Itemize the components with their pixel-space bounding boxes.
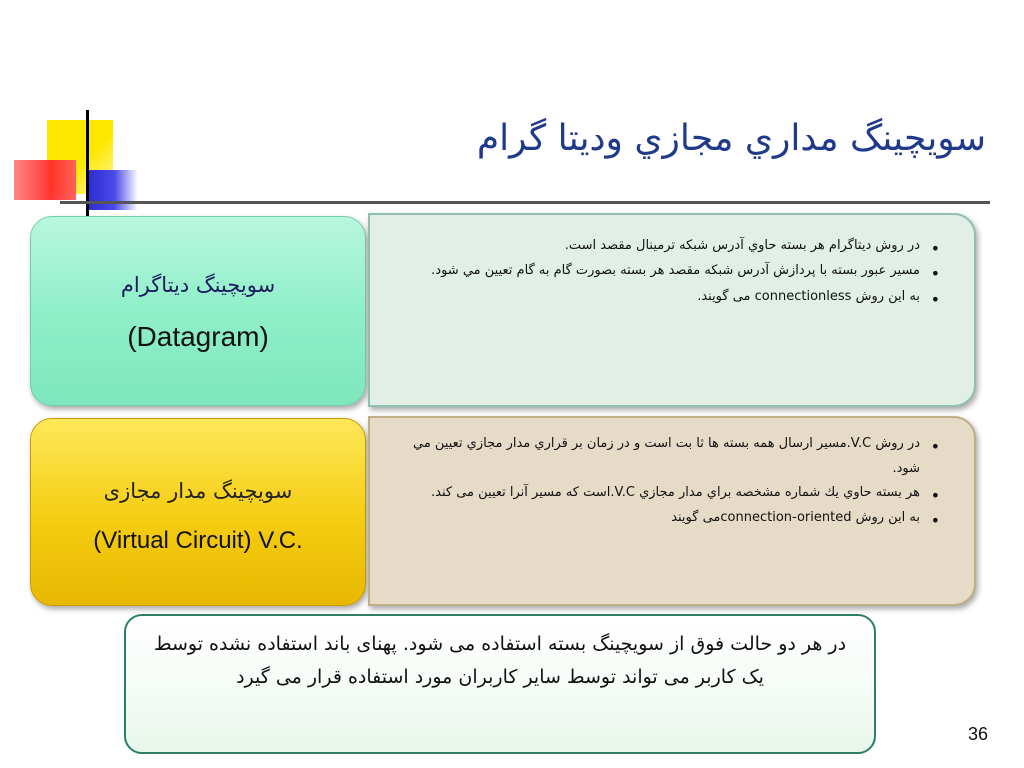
datagram-content-box xyxy=(368,213,976,407)
datagram-bullet-list xyxy=(392,233,940,309)
datagram-bullet: • در روش ديتاگرام هر بسته حاوي آدرس شبکه ترمينال مقصد است. xyxy=(392,233,926,258)
vc-label-box xyxy=(30,418,366,606)
summary-note: در هر دو حالت فوق از سويچينگ بسته استفاده می شود. پهنای باند استفاده نشده توسط یک کاربر می تواند توسط سایر کاربران مورد استفاده قرار می گیرد xyxy=(124,614,876,754)
vc-bullet: • در روش V.C.مسير ارسال همه بسته ها ثا بت است و در زمان بر قراري مدار مجازي تعيين مي شود. xyxy=(392,432,926,481)
vc-bullet-list xyxy=(392,432,940,531)
decor-blue-bar xyxy=(86,170,138,210)
vc-label-fa: سویچینگ مدار مجازی xyxy=(103,479,293,503)
datagram-label-fa: سویچینگ دیتاگرام xyxy=(120,273,276,297)
vc-bullet: • به این روش connection-orientedمی گویند xyxy=(392,506,926,531)
slide-title: سويچينگ مداري مجازي وديتا گرام xyxy=(476,118,986,159)
datagram-bullet: • مسير عبور بسته با پردازش آدرس شبکه مقصد هر بسته بصورت گام به گام تعيين مي شود. xyxy=(392,258,926,283)
decor-red-bar xyxy=(14,160,76,200)
vc-content-box xyxy=(368,416,976,606)
title-underline xyxy=(60,201,990,204)
datagram-label-box xyxy=(30,216,366,406)
vc-bullet: • هر بسته حاوي يك شماره مشخصه براي مدار مجازي V.C.است که مسیر آنرا تعیین می کند. xyxy=(392,481,926,506)
datagram-label-en: (Datagram) xyxy=(127,321,269,352)
datagram-bullet: • به این روش connectionless می گویند. xyxy=(392,284,926,309)
vc-label-en: (Virtual Circuit) V.C. xyxy=(93,527,303,554)
page-number: 36 xyxy=(968,724,989,744)
